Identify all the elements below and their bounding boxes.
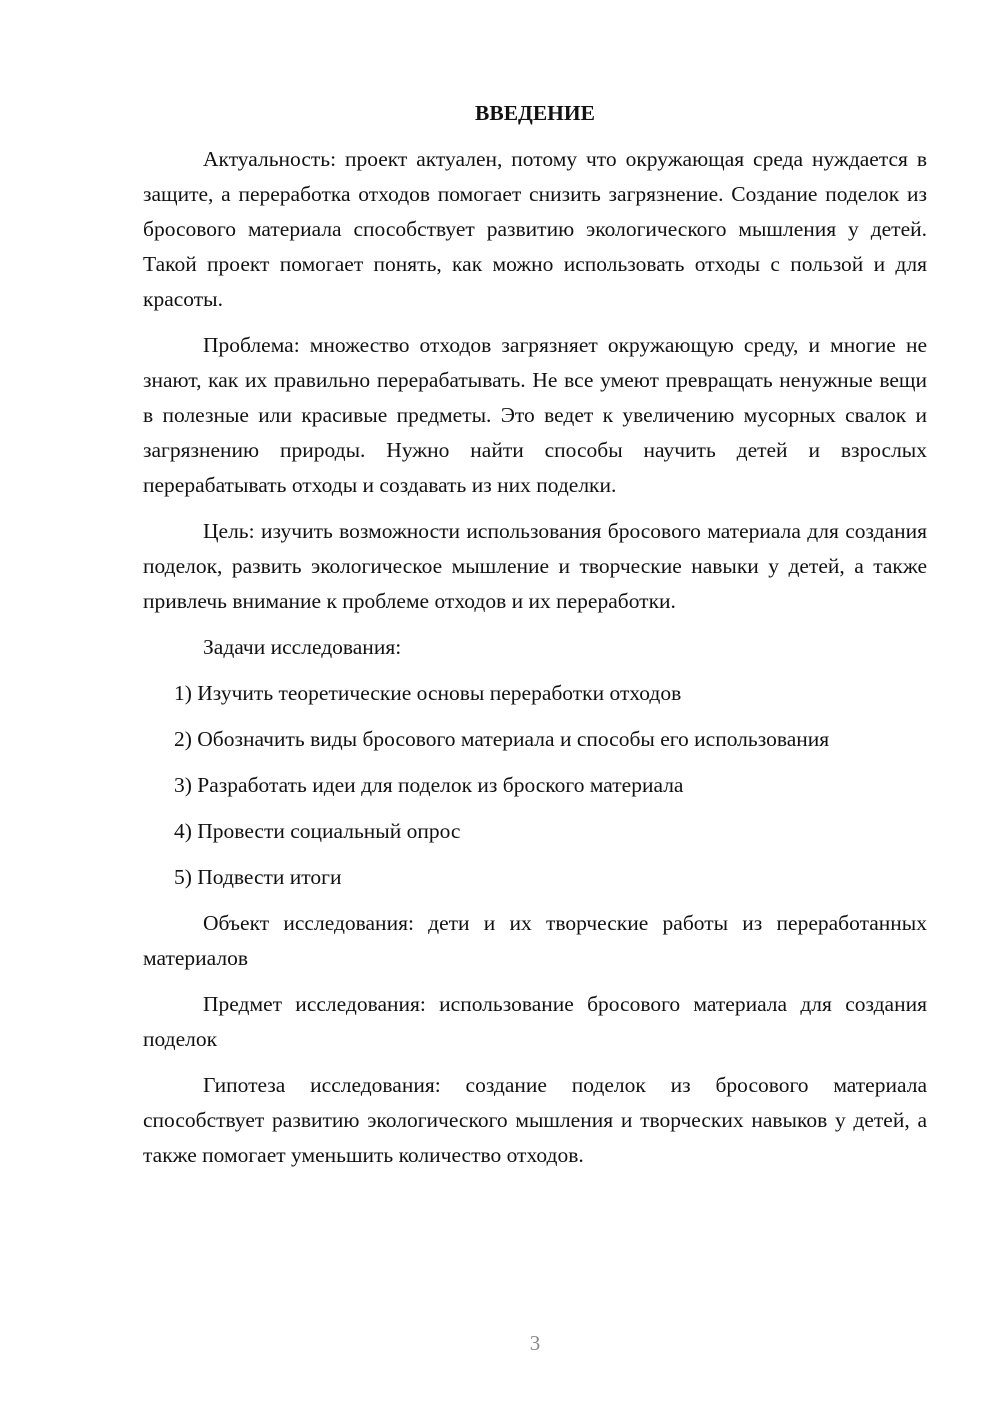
page-number: 3 bbox=[529, 1331, 541, 1355]
task-item: 3) Разработать идеи для поделок из броского материала bbox=[174, 773, 684, 797]
task-item: 4) Провести социальный опрос bbox=[174, 819, 461, 843]
goal-paragraph: Цель: изучить возможности использования бросового материала для создания поделок, развить экологическое мышление и творческие навыки у детей, а также привлечь внимание к проблеме отходов и их переработки. bbox=[143, 519, 927, 613]
task-item: 2) Обозначить виды бросового материала и способы его использования bbox=[174, 727, 830, 751]
task-item: 5) Подвести итоги bbox=[174, 865, 342, 889]
tasks-heading: Задачи исследования: bbox=[203, 635, 402, 659]
section-title: ВВЕДЕНИЕ bbox=[475, 101, 595, 125]
hypothesis-paragraph: Гипотеза исследования: создание поделок из бросового материала способствует развитию экологического мышления и творческих навыков у детей, а также помогает уменьшить количество отходов. bbox=[143, 1073, 927, 1167]
object-paragraph: Объект исследования: дети и их творческие работы из переработанных материалов bbox=[143, 911, 927, 970]
relevance-paragraph: Актуальность: проект актуален, потому что окружающая среда нуждается в защите, а переработка отходов помогает снизить загрязнение. Создание поделок из бросового материала способствует развитию экологического мышления у детей. Такой проект помогает понять, как можно использовать отходы с пользой и для красоты. bbox=[143, 147, 927, 311]
task-item: 1) Изучить теоретические основы переработки отходов bbox=[174, 681, 682, 705]
page-content bbox=[143, 96, 927, 1173]
subject-paragraph: Предмет исследования: использование бросового материала для создания поделок bbox=[143, 992, 927, 1051]
problem-paragraph: Проблема: множество отходов загрязняет окружающую среду, и многие не знают, как их правильно перерабатывать. Не все умеют превращать ненужные вещи в полезные или красивые предметы. Это ведет к увеличению мусорных свалок и загрязнению природы. Нужно найти способы научить детей и взрослых перерабатывать отходы и создавать из них поделки. bbox=[143, 333, 927, 497]
